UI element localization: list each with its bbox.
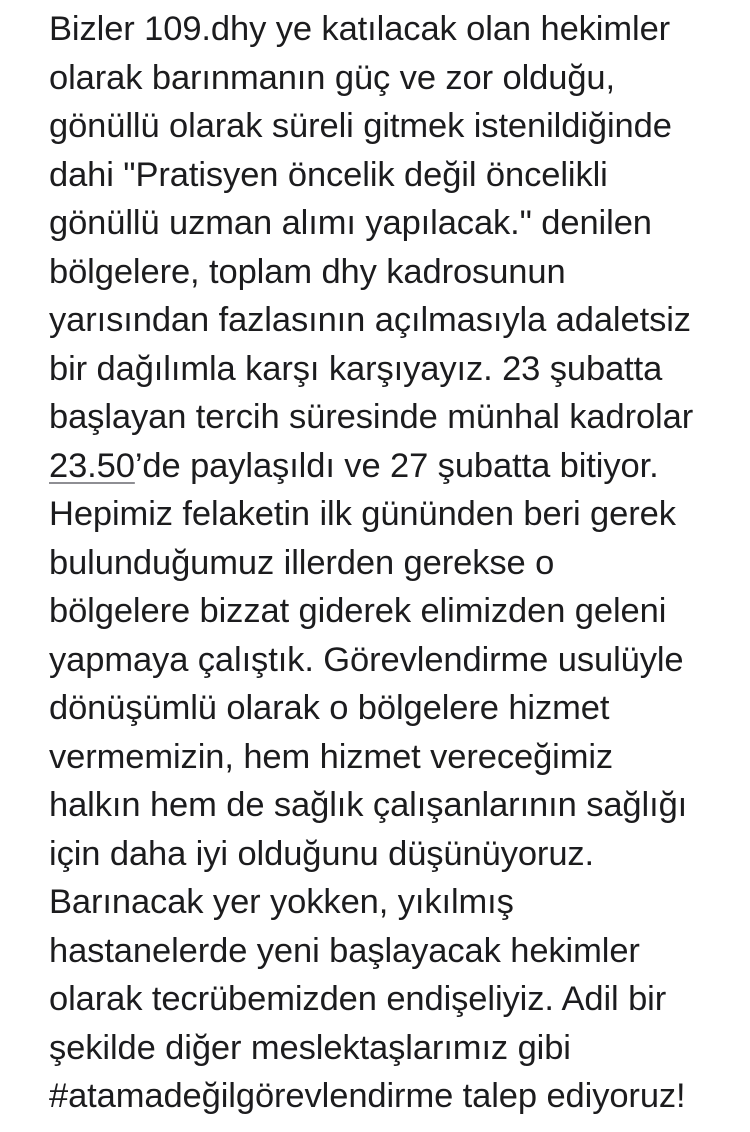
note-line: bir dağılımla karşı karşıyayız. 23 şubatta xyxy=(49,349,663,388)
note-line: Bizler 109.dhy ye katılacak olan hekimler xyxy=(49,10,671,48)
note-line: yapmaya çalıştık. Görevlendirme usulüyle xyxy=(49,640,684,679)
note-line: hastanelerde yeni başlayacak hekimler xyxy=(49,931,640,970)
note-line: bulunduğumuz illerden gerekse o xyxy=(49,543,555,582)
note-line: Hepimiz felaketin ilk gününden beri gerek xyxy=(49,495,676,533)
note-line: dönüşümlü olarak o bölgelere hizmet xyxy=(49,689,610,727)
note-line: gönüllü olarak süreli gitmek istenildiğinde xyxy=(49,107,672,145)
note-line-rest: ’de paylaşıldı ve 27 şubatta bitiyor. xyxy=(134,446,659,485)
note-line: halkın hem de sağlık çalışanlarının sağlığı xyxy=(49,786,688,824)
note-line: olarak barınmanın güç ve zor olduğu, xyxy=(49,58,615,97)
note-line: dahi "Pratisyen öncelik değil öncelikli xyxy=(49,155,608,194)
note-line: başlayan tercih süresinde münhal kadrolar xyxy=(49,398,694,436)
note-line: bölgelere bizzat giderek elimizden geleni xyxy=(49,592,667,630)
note-line: için daha iyi olduğunu düşünüyoruz. xyxy=(49,834,595,873)
note-line: #atamadeğilgörevlendirme talep ediyoruz! xyxy=(49,1077,686,1115)
note-line: vermemizin, hem hizmet vereceğimiz xyxy=(49,737,614,776)
note-line: gönüllü uzman alımı yapılacak." denilen xyxy=(49,204,652,242)
note-line: olarak tecrübemizden endişeliyiz. Adil bir xyxy=(49,980,667,1018)
note-line: Barınacak yer yokken, yıkılmış xyxy=(49,883,514,921)
note-body xyxy=(49,5,739,1121)
note-line: bölgelere, toplam dhy kadrosunun xyxy=(49,252,566,291)
note-line: şekilde diğer meslektaşlarımız gibi xyxy=(49,1028,571,1067)
note-line: yarısından fazlasının açılmasıyla adaletsiz xyxy=(49,301,691,339)
time-link[interactable]: 23.50 xyxy=(49,446,135,485)
note-line xyxy=(49,442,739,491)
